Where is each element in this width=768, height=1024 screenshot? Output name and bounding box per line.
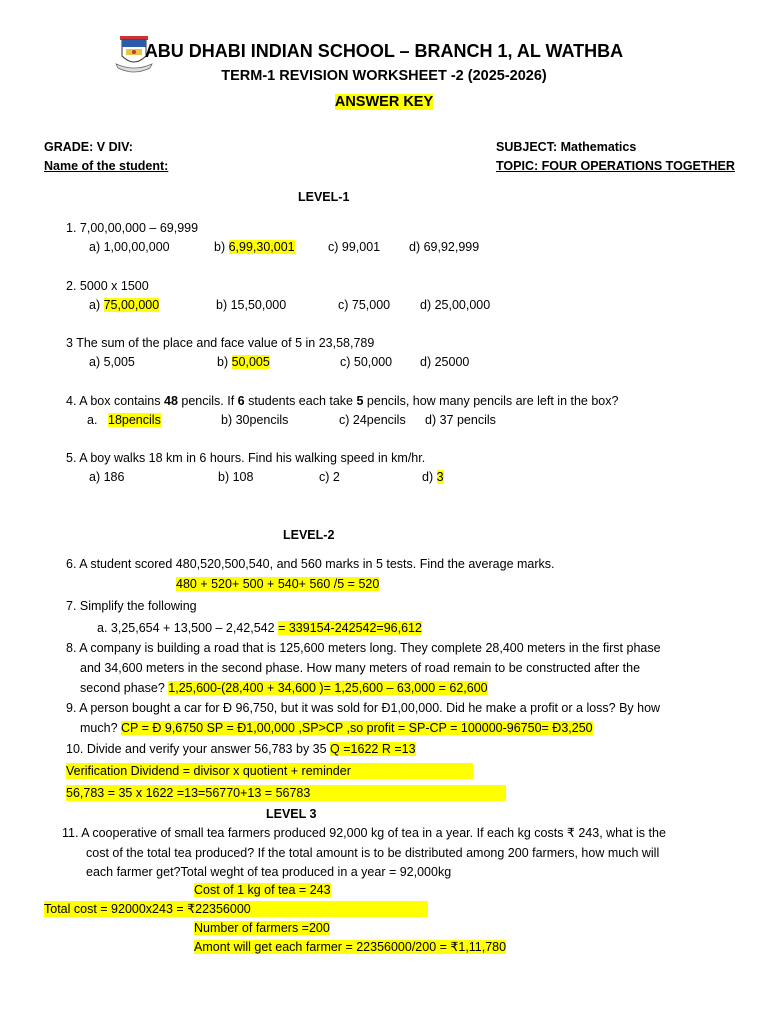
level-3-heading: LEVEL 3	[266, 807, 317, 821]
q6-answer-wrap	[176, 576, 379, 592]
question-9-line-2	[80, 720, 593, 736]
level-2-heading: LEVEL-2	[283, 528, 335, 542]
q11-answer-line-4: Amont will get each farmer = 22356000/200 = ₹1,11,780	[194, 940, 507, 954]
q11-answer-line-3-wrap	[194, 920, 330, 936]
q1-correct-answer: 6,99,30,001	[228, 240, 295, 254]
q1-option-d: d) 69,92,999	[409, 240, 480, 254]
q6-answer: 480 + 520+ 500 + 540+ 560 /5 = 520	[176, 577, 380, 591]
q4-number-6: 6	[237, 394, 245, 408]
q10-verification-line-1: Verification Dividend = divisor x quotient + reminder	[66, 763, 473, 779]
question-5: 5. A boy walks 18 km in 6 hours. Find his walking speed in km/hr.	[66, 451, 426, 465]
question-6: 6. A student scored 480,520,500,540, and 560 marks in 5 tests. Find the average marks.	[66, 557, 555, 571]
q3-option-d: d) 25000	[420, 355, 470, 369]
q1-option-b	[214, 239, 295, 255]
grade-label: GRADE: V DIV:	[44, 140, 133, 154]
question-9-line-1: 9. A person bought a car for Đ 96,750, but it was sold for Đ1,00,000. Did he make a profit or a loss? By how	[66, 701, 661, 715]
question-10	[66, 741, 416, 757]
question-1: 1. 7,00,00,000 – 69,999	[66, 221, 199, 235]
q9-answer: CP = Đ 9,6750 SP = Đ1,00,000 ,SP>CP ,so profit = SP-CP = 100000-96750= Đ3,250	[121, 721, 593, 735]
q7-sub-a	[97, 620, 422, 636]
level-1-heading: LEVEL-1	[298, 190, 350, 204]
q7-answer: = 339154-242542=96,612	[278, 621, 422, 635]
q1-option-c: c) 99,001	[328, 240, 381, 254]
question-3: 3 The sum of the place and face value of 5 in 23,58,789	[66, 336, 375, 350]
q5-option-d-prefix: d)	[422, 470, 437, 484]
student-name-label: Name of the student:	[44, 159, 169, 173]
answer-key-wrap	[0, 94, 768, 110]
q11-answer-line-1-wrap	[194, 882, 331, 898]
q7-expression: a. 3,25,654 + 13,500 – 2,42,542	[97, 621, 279, 635]
q2-option-d: d) 25,00,000	[420, 298, 491, 312]
q4-option-a-prefix: a.	[87, 413, 98, 427]
q8-answer: 1,25,600-(28,400 + 34,600 )= 1,25,600 – 63,000 = 62,600	[168, 681, 488, 695]
q3-option-b	[217, 354, 270, 370]
q3-correct-answer: 50,005	[231, 355, 270, 369]
q4-correct-answer: 18pencils	[108, 413, 161, 427]
question-4	[66, 393, 618, 409]
school-name: ABU DHABI INDIAN SCHOOL – BRANCH 1, AL WATHBA	[144, 41, 624, 61]
q10-answer: Q =1622 R =13	[330, 742, 416, 756]
q5-option-b: b) 108	[218, 470, 254, 484]
q11-answer-line-1: Cost of 1 kg of tea = 243	[194, 883, 331, 897]
q2-option-a	[89, 297, 159, 313]
q4-option-b: b) 30pencils	[221, 413, 289, 427]
q4-text-part-3: students each take	[244, 394, 357, 408]
q11-answer-line-3: Number of farmers =200	[194, 921, 330, 935]
question-11-line-2: cost of the total tea produced? If the total amount is to be distributed among 200 farmers, how much will	[86, 846, 660, 860]
q4-text-part-1: 4. A box contains	[66, 394, 164, 408]
q9-text-tail: much?	[80, 721, 121, 735]
topic-label: TOPIC: FOUR OPERATIONS TOGETHER	[496, 159, 735, 173]
q4-option-d: d) 37 pencils	[425, 413, 496, 427]
q10-text: 10. Divide and verify your answer 56,783 by 35	[66, 742, 331, 756]
q8-text-tail: second phase?	[80, 681, 169, 695]
q4-text-part-4: pencils, how many pencils are left in the box?	[363, 394, 619, 408]
q4-number-48: 48	[164, 394, 178, 408]
q3-option-c: c) 50,000	[340, 355, 393, 369]
q2-correct-answer: 75,00,000	[103, 298, 160, 312]
q2-option-b: b) 15,50,000	[216, 298, 287, 312]
q4-text-part-2: pencils. If	[177, 394, 238, 408]
worksheet-title: TERM-1 REVISION WORKSHEET -2 (2025-2026)	[221, 68, 547, 84]
q4-option-c: c) 24pencils	[339, 413, 406, 427]
q5-option-d	[422, 469, 444, 485]
q1-option-a: a) 1,00,00,000	[89, 240, 170, 254]
answer-key-title: ANSWER KEY	[334, 94, 434, 110]
q4-option-a	[108, 412, 161, 428]
q10-verification-line-2: 56,783 = 35 x 1622 =13=56770+13 = 56783	[66, 785, 506, 801]
q3-option-a: a) 5,005	[89, 355, 135, 369]
q3-option-b-prefix: b)	[217, 355, 232, 369]
q4-number-5: 5	[356, 394, 364, 408]
question-7: 7. Simplify the following	[66, 599, 197, 613]
q1-option-b-prefix: b)	[214, 240, 229, 254]
q2-option-c: c) 75,000	[338, 298, 391, 312]
q5-option-c: c) 2	[319, 470, 340, 484]
question-8-line-1: 8. A company is building a road that is 125,600 meters long. They complete 28,400 meters in the first phase	[66, 641, 661, 655]
question-2: 2. 5000 x 1500	[66, 279, 149, 293]
subject-label: SUBJECT: Mathematics	[496, 140, 637, 154]
q2-option-a-prefix: a)	[89, 298, 104, 312]
question-8-line-3	[80, 680, 488, 696]
q5-correct-answer: 3	[436, 470, 444, 484]
question-8-line-2: and 34,600 meters in the second phase. How many meters of road remain to be constructed after the	[80, 661, 641, 675]
q11-answer-line-4-wrap	[194, 939, 506, 955]
question-11-line-3: each farmer get?Total weght of tea produced in a year = 92,000kg	[86, 865, 452, 879]
q5-option-a: a) 186	[89, 470, 125, 484]
q11-answer-line-2: Total cost = 92000x243 = ₹22356000	[44, 901, 428, 917]
question-11-line-1: 11. A cooperative of small tea farmers produced 92,000 kg of tea in a year. If each kg costs ₹ 243, what is the	[62, 826, 666, 840]
